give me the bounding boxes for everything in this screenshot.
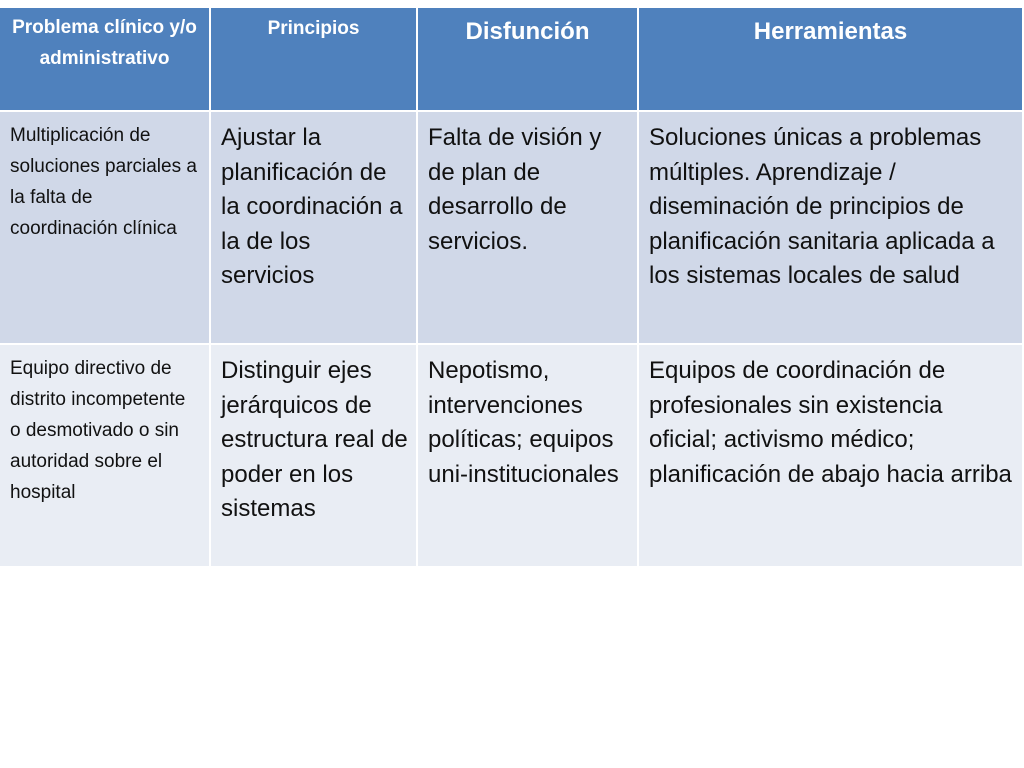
table-row <box>0 112 1024 345</box>
cell-problema: Equipo directivo de distrito incompetente o desmotivado o sin autoridad sobre el hospital <box>0 345 211 568</box>
planning-table <box>0 8 1024 568</box>
table-row <box>0 345 1024 568</box>
cell-herramientas: Equipos de coordinación de profesionales sin existencia oficial; activismo médico; planificación de abajo hacia arriba <box>639 345 1024 568</box>
cell-principios: Ajustar la planificación de la coordinación a la de los servicios <box>211 112 418 345</box>
header-disfuncion: Disfunción <box>418 8 639 112</box>
cell-disfuncion: Nepotismo, intervenciones políticas; equipos uni-institucionales <box>418 345 639 568</box>
table-header-row <box>0 8 1024 112</box>
header-principios: Principios <box>211 8 418 112</box>
cell-problema: Multiplicación de soluciones parciales a la falta de coordinación clínica <box>0 112 211 345</box>
cell-principios: Distinguir ejes jerárquicos de estructura real de poder en los sistemas <box>211 345 418 568</box>
cell-disfuncion: Falta de visión y de plan de desarrollo de servicios. <box>418 112 639 345</box>
header-problema: Problema clínico y/o administrativo <box>0 8 211 112</box>
cell-herramientas: Soluciones únicas a problemas múltiples. Aprendizaje / diseminación de principios de planificación sanitaria aplicada a los sistemas locales de salud <box>639 112 1024 345</box>
header-herramientas: Herramientas <box>639 8 1024 112</box>
